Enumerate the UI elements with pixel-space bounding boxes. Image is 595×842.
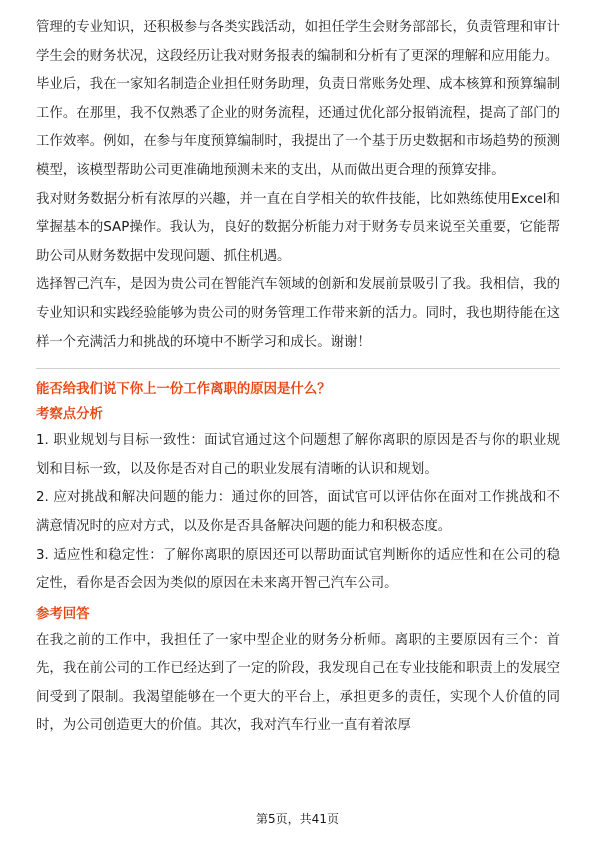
answer-paragraph-3: 我对财务数据分析有浓厚的兴趣，并一直在自学相关的软件技能，比如熟练使用Excel和掌握基本的SAP操作。我认为，良好的数据分析能力对于财务专员来说至关重要，它能帮助公司从财务数据中发现问题、抓住机遇。 bbox=[36, 191, 560, 264]
reference-heading: 参考回答 bbox=[36, 606, 90, 622]
section-divider bbox=[36, 368, 560, 369]
analysis-item-2: 2. 应对挑战和解决问题的能力：通过你的回答，面试官可以评估你在面对工作挑战和不满意情况时的应对方式，以及你是否具备解决问题的能力和积极态度。 bbox=[36, 490, 560, 534]
analysis-item-1: 1. 职业规划与目标一致性：面试官通过这个问题想了解你离职的原因是否与你的职业规划和目标一致，以及你是否对自己的职业发展有清晰的认识和规划。 bbox=[36, 433, 560, 477]
answer-paragraph-4: 选择智己汽车，是因为贵公司在智能汽车领域的创新和发展前景吸引了我。我相信，我的专业知识和实践经验能够为贵公司的财务管理工作带来新的活力。同时，我也期待能在这样一个充满活力和挑战的环境中不断学习和成长。谢谢！ bbox=[36, 277, 560, 350]
analysis-item-3: 3. 适应性和稳定性：了解你离职的原因还可以帮助面试官判断你的适应性和在公司的稳定性，看你是否会因为类似的原因在未来离开智己汽车公司。 bbox=[36, 547, 560, 592]
answer-paragraph-1: 管理的专业知识，还积极参与各类实践活动，如担任学生会财务部部长，负责管理和审计学生会的财务状况，这段经历让我对财务报表的编制和分析有了更深的理解和应用能力。 bbox=[36, 20, 560, 64]
reference-answer: 在我之前的工作中，我担任了一家中型企业的财务分析师。离职的主要原因有三个：首先，我在前公司的工作已经达到了一定的阶段，我发现自己在专业技能和职责上的发展空间受到了限制。我渴望能够在一个更大的平台上，承担更多的责任，实现个人价值的同时，为公司创造更大的价值。其次，我对汽车行业一直有着浓厚 bbox=[36, 632, 560, 734]
interview-question: 能否给我们说下你上一份工作离职的原因是什么？ bbox=[36, 382, 331, 398]
answer-paragraph-2: 毕业后，我在一家知名制造企业担任财务助理，负责日常账务处理、成本核算和预算编制工作。在那里，我不仅熟悉了企业的财务流程，还通过优化部分报销流程，提高了部门的工作效率。例如，在参与年度预算编制时，我提出了一个基于历史数据和市场趋势的预测模型，该模型帮助公司更准确地预测未来的支出，从而做出更合理的预算安排。 bbox=[36, 77, 560, 178]
analysis-heading: 考察点分析 bbox=[36, 407, 103, 423]
document-page bbox=[36, 14, 560, 741]
page-number: 第5页，共41页 bbox=[256, 812, 339, 826]
